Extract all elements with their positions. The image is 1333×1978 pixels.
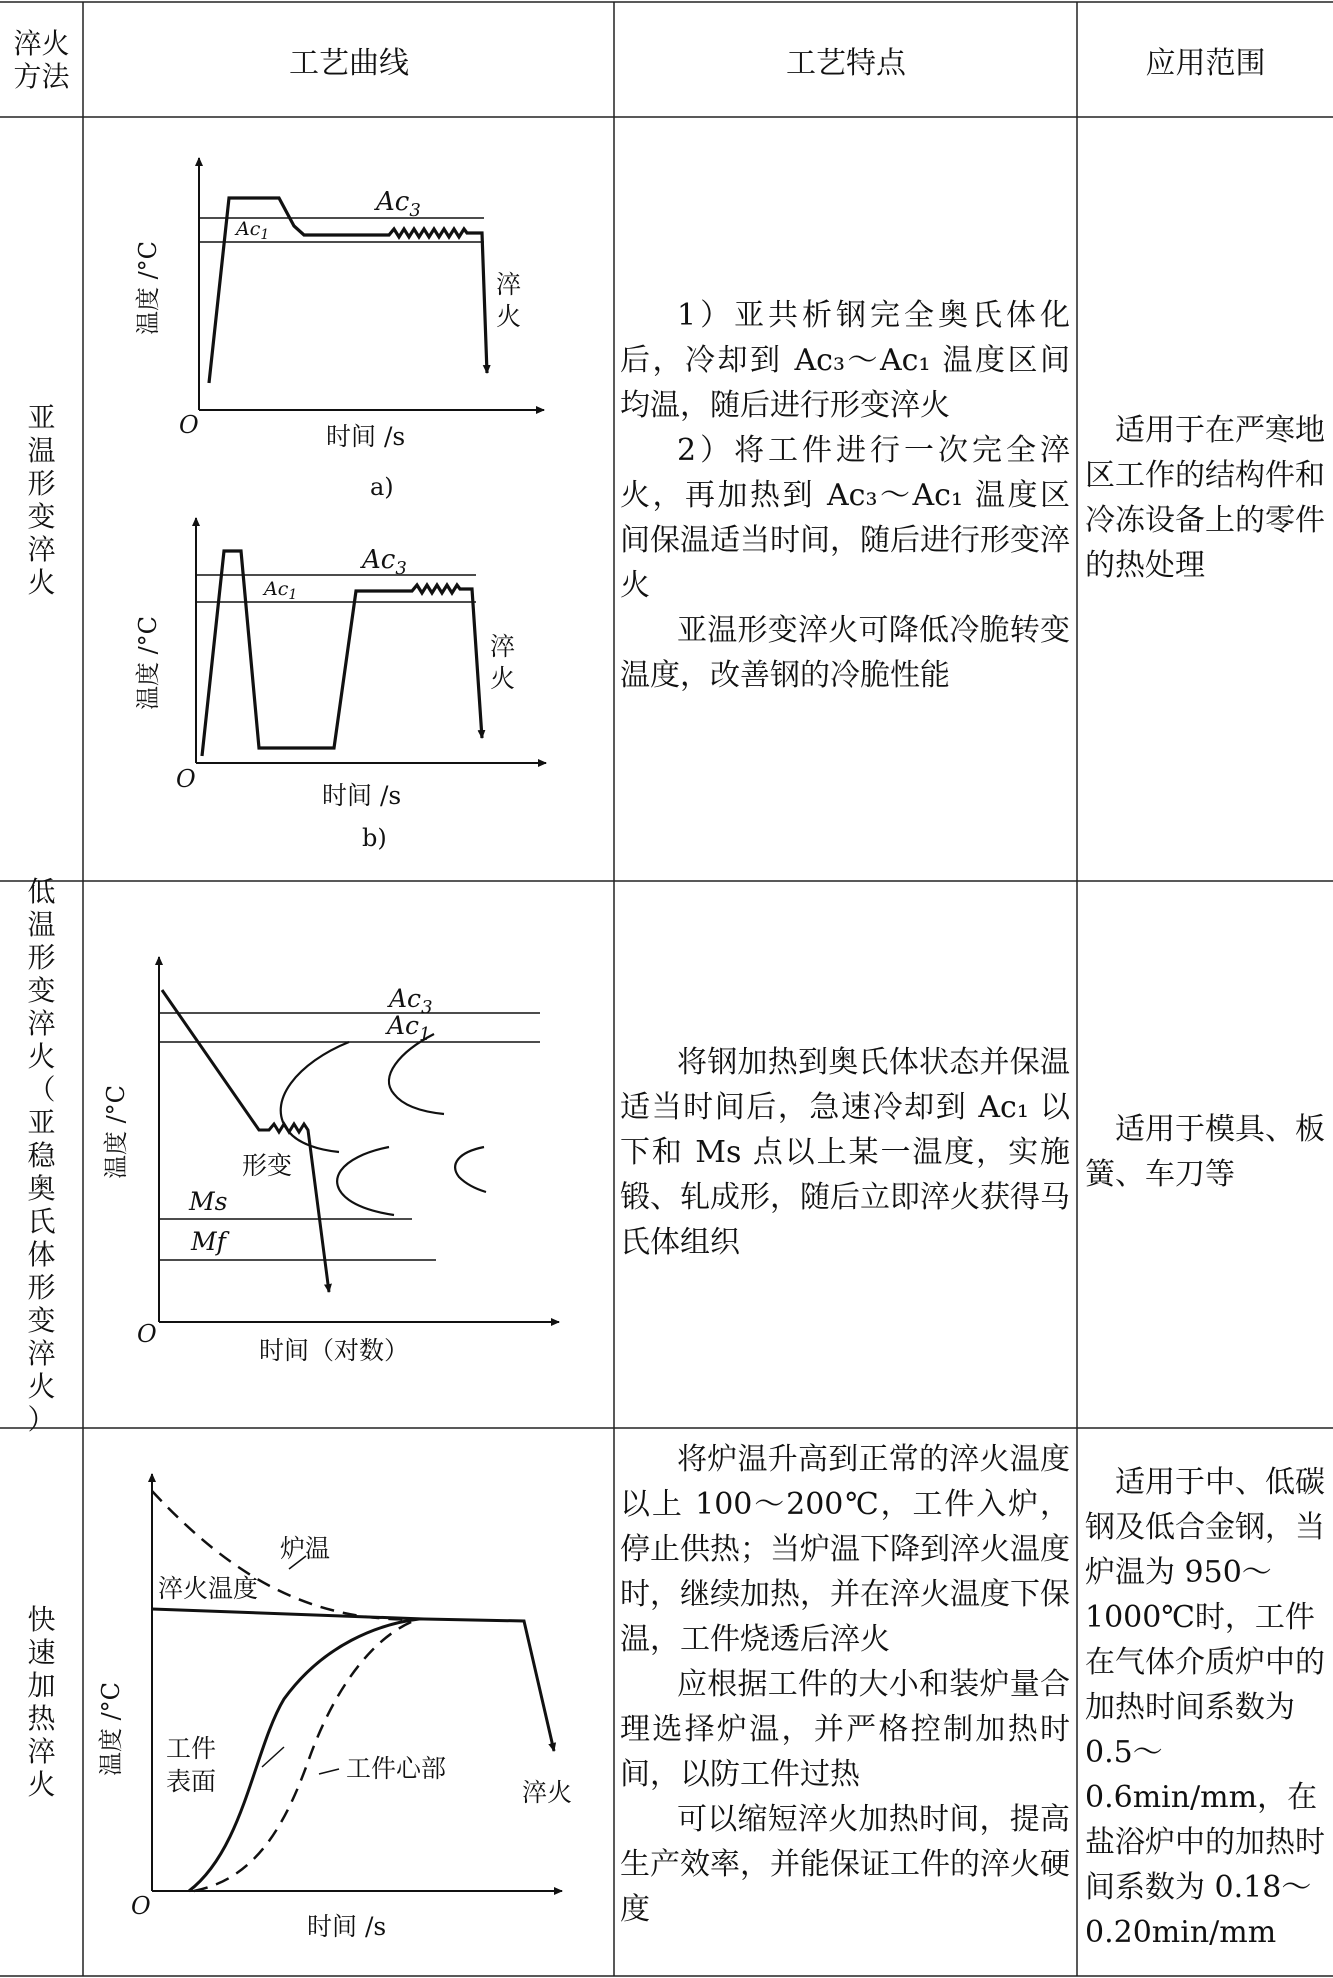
fig-a-ac1: $Ac_1$ xyxy=(236,218,270,243)
method-char: 低 xyxy=(27,874,56,908)
header-scope: 应用范围 xyxy=(1145,46,1266,81)
method-char: 奥 xyxy=(27,1171,56,1205)
method-char: （ xyxy=(27,1072,56,1106)
cct-nose-upper-1 xyxy=(281,1042,349,1152)
surface-label-1: 工件 xyxy=(166,1734,217,1763)
feature-paragraph: 应根据工件的大小和装炉量合理选择炉温，并严格控制加热时间，以防工件过热 xyxy=(620,1667,1070,1792)
fig-a-quench-1: 淬 xyxy=(496,270,522,299)
method-char: 火 xyxy=(27,1369,56,1403)
method-char: 火 xyxy=(27,1768,56,1801)
fig-b-ac3: $Ac_3$ xyxy=(362,545,407,579)
method-char: 加 xyxy=(27,1669,56,1702)
feature-paragraph: 1）亚共析钢完全奥氏体化后，冷却到 Ac₃～Ac₁ 温度区间均温，随后进行形变淬火 xyxy=(620,298,1070,423)
row3-curve xyxy=(84,1429,614,1975)
row2-scope xyxy=(1085,1107,1330,1197)
scope-text: 适用于中、低碳钢及低合金钢，当炉温为 950～1000℃时，工件在气体介质炉中的加热时间系数为 0.5～0.6min/mm，在盐浴炉中的加热时间系数为 0.18～0.20min/mm xyxy=(1085,1465,1325,1950)
header-method-line2: 方法 xyxy=(13,60,70,93)
cct-nose-upper-2 xyxy=(389,1034,444,1114)
row3-scope xyxy=(1085,1460,1328,1955)
method-char: 形 xyxy=(27,466,56,500)
method-char: 淬 xyxy=(27,532,56,566)
method-char: 变 xyxy=(27,499,56,533)
method-char: 温 xyxy=(27,907,56,941)
fig-b-ac1: $Ac_1$ xyxy=(264,578,298,603)
feature-paragraph: 将钢加热到奥氏体状态并保温适当时间后，急速冷却到 Ac₁ 以下和 Ms 点以上某一温度，实施锻、轧成形，随后立即淬火获得马氏体组织 xyxy=(620,1045,1070,1260)
ac3-label: $Ac_3$ xyxy=(389,984,433,1018)
cct-nose-lower-1 xyxy=(337,1147,394,1215)
fig-a-origin: O xyxy=(179,411,199,439)
figure-a xyxy=(199,158,544,410)
header-curve: 工艺曲线 xyxy=(289,46,409,81)
header-features: 工艺特点 xyxy=(786,46,906,81)
quench-temp-line xyxy=(152,1609,554,1751)
fig-a-ylabel: 温度 /°C xyxy=(134,240,162,336)
method-char: 淬 xyxy=(27,1735,56,1768)
method-char: 变 xyxy=(27,973,56,1007)
process-curve xyxy=(202,551,482,756)
deform-label: 形变 xyxy=(242,1151,293,1180)
cct-nose-lower-2 xyxy=(455,1147,486,1192)
surface-label-2: 表面 xyxy=(166,1767,217,1796)
row2-curve xyxy=(84,882,614,1427)
method-char: 淬 xyxy=(27,1336,56,1370)
row3-method xyxy=(0,1429,83,1975)
method-char: 体 xyxy=(27,1237,56,1271)
row1-features xyxy=(620,293,1070,698)
fig-a-ac3: $Ac_3$ xyxy=(376,187,421,221)
origin: O xyxy=(131,1892,151,1920)
row1-curves xyxy=(84,118,614,880)
method-char: 形 xyxy=(27,1270,56,1304)
method-char: 亚 xyxy=(27,400,56,434)
feature-paragraph: 将炉温升高到正常的淬火温度以上 100～200℃，工件入炉，停止供热；当炉温下降到淬火温度时，继续加热，并在淬火温度下保温，工件烧透后淬火 xyxy=(620,1442,1070,1657)
method-char: 稳 xyxy=(27,1138,56,1172)
core-pointer xyxy=(319,1769,339,1774)
mf-label: Mf xyxy=(191,1227,226,1256)
row2-features xyxy=(620,1040,1070,1265)
method-char: 淬 xyxy=(27,1006,56,1040)
method-char: 快 xyxy=(27,1603,56,1636)
fig-b-caption: b) xyxy=(362,824,387,852)
fig-b-xlabel: 时间 /s xyxy=(322,781,402,810)
core-label: 工件心部 xyxy=(346,1754,447,1783)
furnace-label: 炉温 xyxy=(280,1534,331,1563)
quench-temp-label: 淬火温度 xyxy=(158,1574,259,1603)
header-method-line1: 淬火 xyxy=(13,27,70,60)
header-method xyxy=(0,4,83,116)
surface-pointer xyxy=(262,1747,284,1767)
process-curve xyxy=(162,990,329,1292)
row3-features xyxy=(620,1437,1070,1932)
fig-b-quench-1: 淬 xyxy=(490,632,516,661)
method-char: 火 xyxy=(27,1039,56,1073)
xlabel: 时间（对数） xyxy=(259,1336,410,1365)
method-char: 氏 xyxy=(27,1204,56,1238)
ac1-label: $Ac_1$ xyxy=(387,1011,431,1045)
row1-scope xyxy=(1085,408,1328,588)
origin: O xyxy=(137,1320,157,1348)
xlabel: 时间 /s xyxy=(307,1912,387,1941)
method-char: 火 xyxy=(27,565,56,599)
ylabel: 温度 /°C xyxy=(102,1084,130,1180)
feature-paragraph: 2）将工件进行一次完全淬火，再加热到 Ac₃～Ac₁ 温度区间保温适当时间，随后进行形变淬火 xyxy=(620,433,1070,603)
feature-paragraph: 可以缩短淬火加热时间，提高生产效率，并能保证工件的淬火硬度 xyxy=(620,1802,1070,1927)
scope-text: 适用于模具、板簧、车刀等 xyxy=(1085,1112,1325,1192)
method-char: 热 xyxy=(27,1702,56,1735)
fig-b-quench-2: 火 xyxy=(490,664,516,693)
method-char: ） xyxy=(27,1402,56,1436)
scope-text: 适用于在严寒地区工作的结构件和冷冻设备上的零件的热处理 xyxy=(1085,413,1325,583)
fig-a-quench-2: 火 xyxy=(496,302,522,331)
method-char: 亚 xyxy=(27,1105,56,1139)
row2-method xyxy=(0,874,83,1436)
fig-b-ylabel: 温度 /°C xyxy=(134,615,162,711)
method-char: 变 xyxy=(27,1303,56,1337)
feature-paragraph: 亚温形变淬火可降低冷脆转变温度，改善钢的冷脆性能 xyxy=(620,613,1070,693)
ms-label: Ms xyxy=(189,1187,228,1216)
fig-b-origin: O xyxy=(176,765,196,793)
row1-method xyxy=(0,118,83,881)
method-char: 速 xyxy=(27,1636,56,1669)
fig-a-xlabel: 时间 /s xyxy=(326,422,406,451)
method-char: 形 xyxy=(27,940,56,974)
fig-a-caption: a) xyxy=(370,473,394,501)
ylabel: 温度 /°C xyxy=(97,1681,125,1777)
quench-label: 淬火 xyxy=(522,1778,573,1807)
method-char: 温 xyxy=(27,433,56,467)
